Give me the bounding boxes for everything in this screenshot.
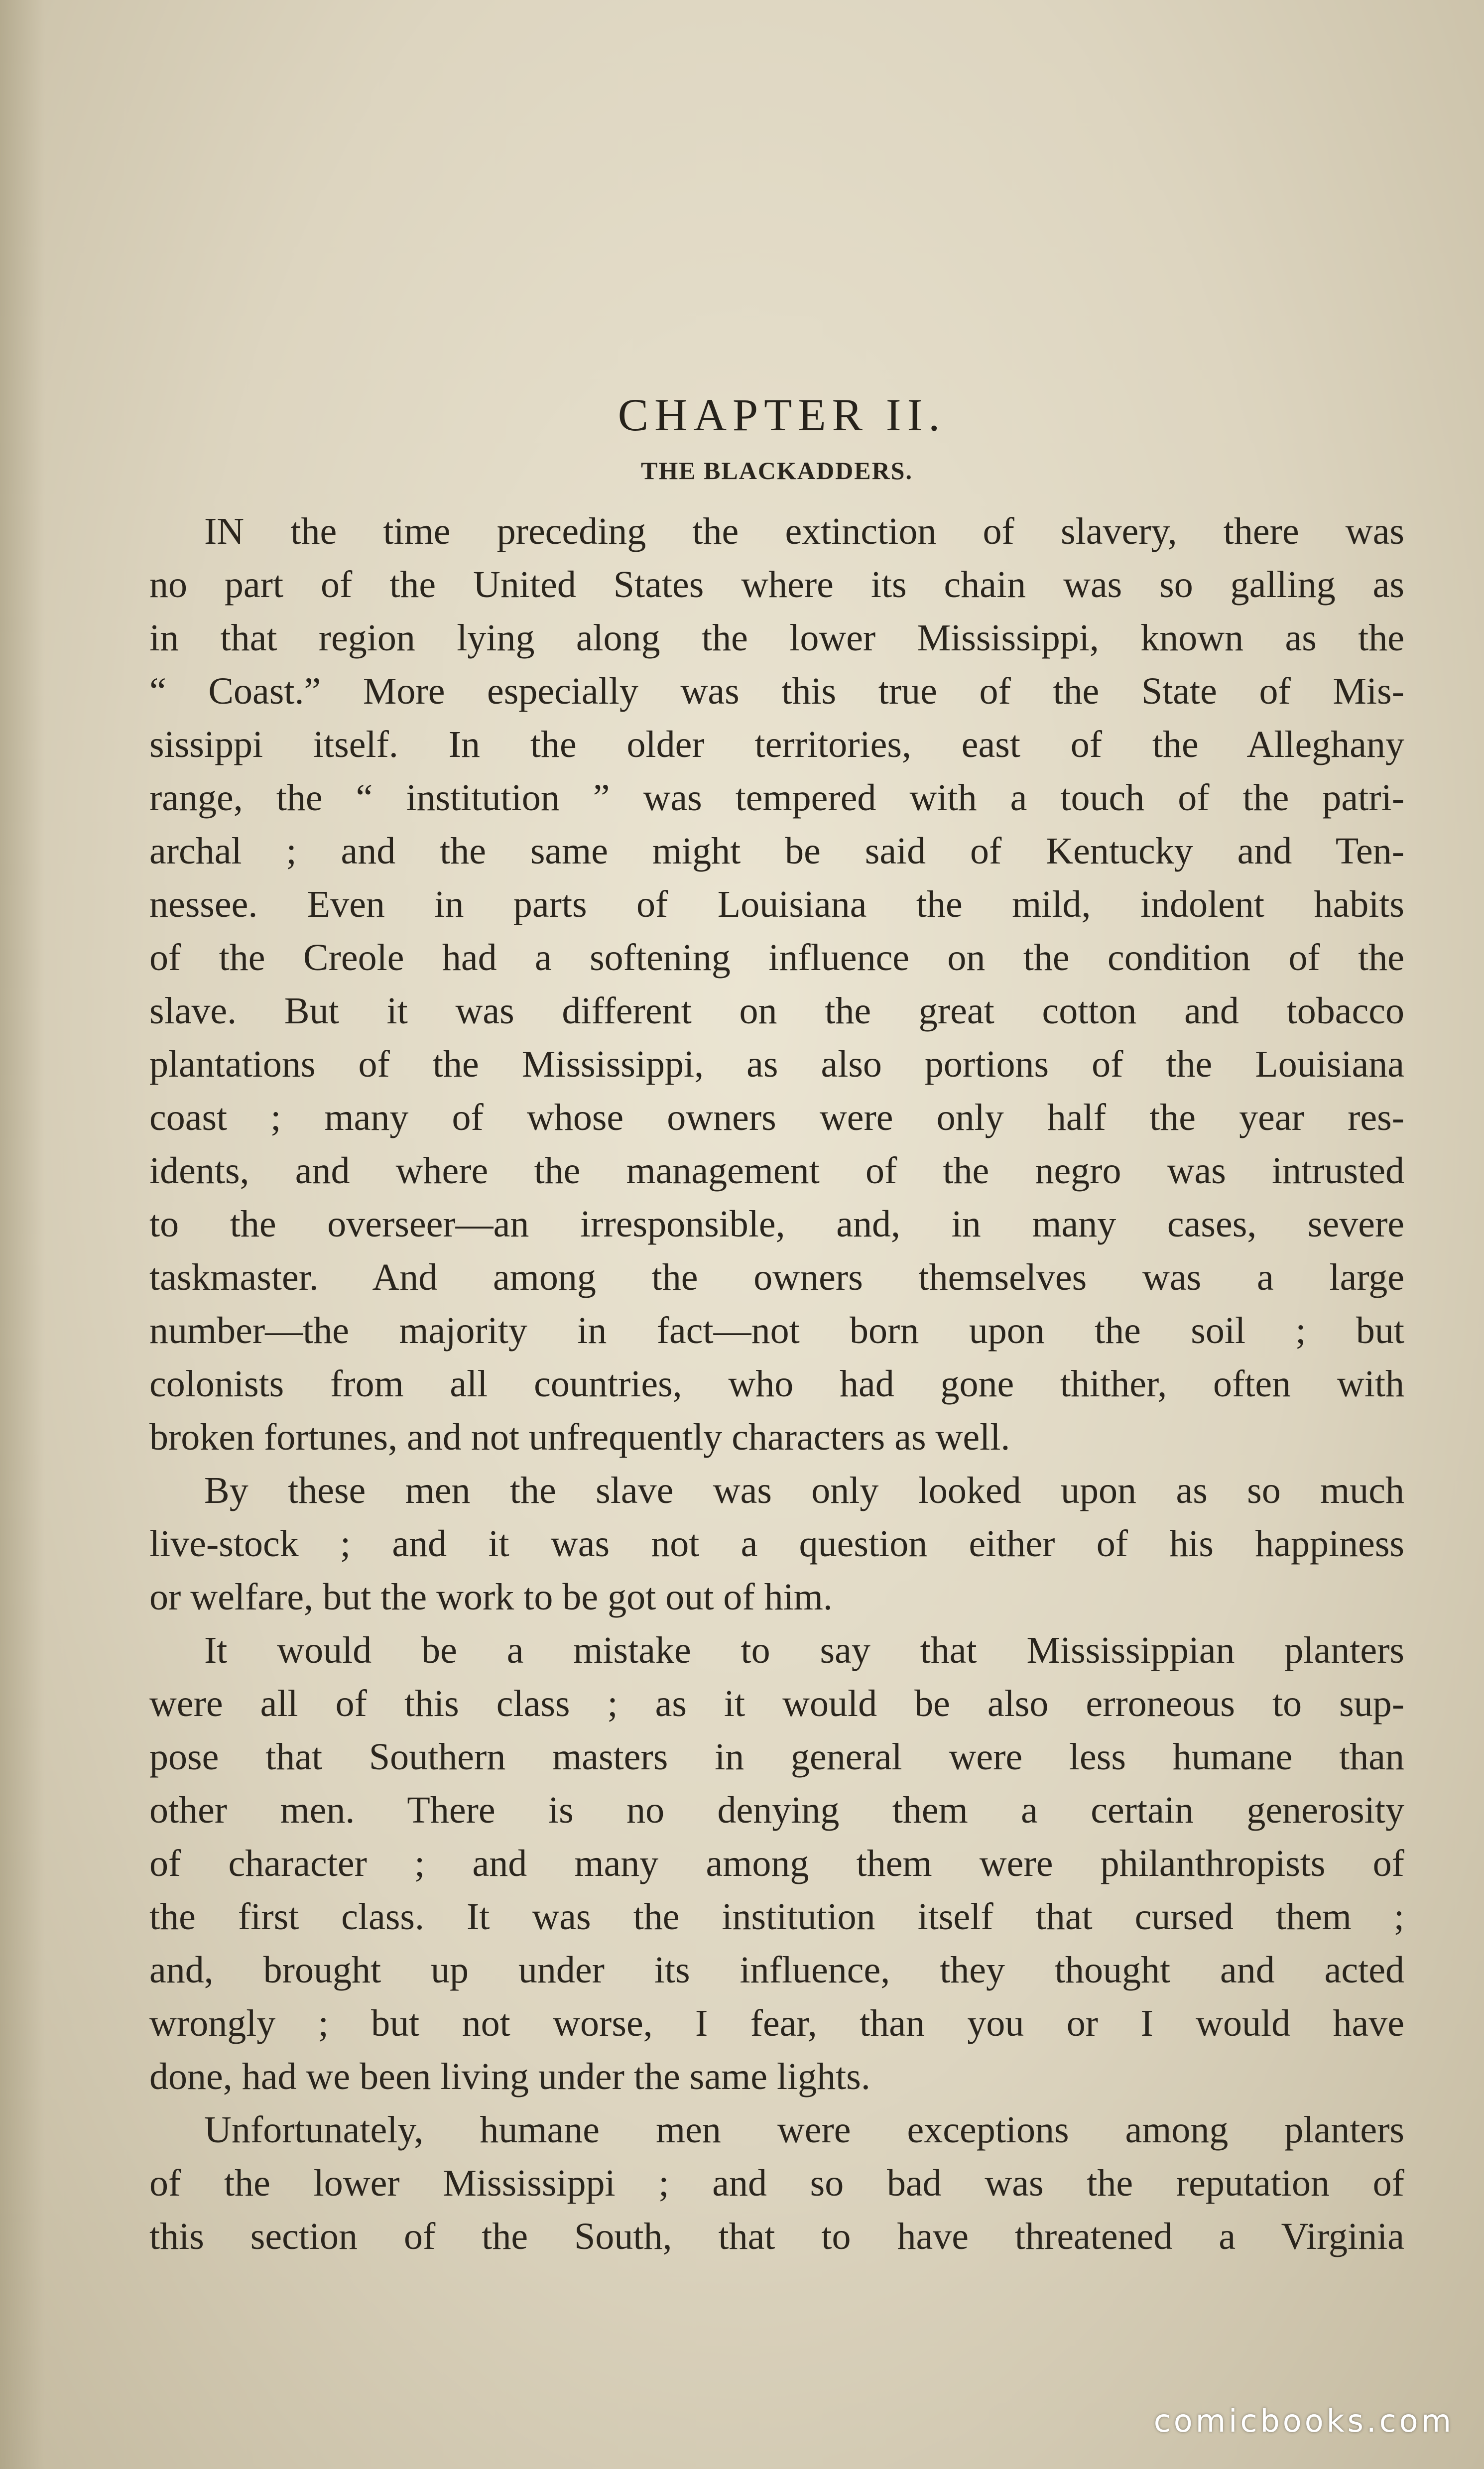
- text-line: plantations of the Mississippi, as also portions of the Louisiana: [149, 1043, 1404, 1085]
- paragraph-4: [149, 2103, 1404, 2263]
- text-line: archal ; and the same might be said of Kentucky and Ten-: [149, 830, 1404, 872]
- text-line: were all of this class ; as it would be also erroneous to sup-: [149, 1683, 1404, 1725]
- chapter-title: CHAPTER II.: [618, 389, 946, 440]
- text-line: and, brought up under its influence, they thought and acted: [149, 1949, 1404, 1991]
- text-line: By these men the slave was only looked upon as so much: [204, 1470, 1404, 1511]
- page-content: [149, 388, 1404, 2263]
- watermark-text: comicbooks.com: [1153, 2403, 1454, 2439]
- text-line: broken fortunes, and not unfrequently characters as well.: [149, 1416, 1010, 1458]
- paragraph-1: [149, 505, 1404, 1464]
- page-edge-shadow: [0, 0, 45, 2469]
- text-line: “ Coast.” More especially was this true of the State of Mis-: [149, 670, 1404, 712]
- text-line: the first class. It was the institution itself that cursed them ;: [149, 1896, 1404, 1938]
- text-line: to the overseer—an irresponsible, and, in many cases, severe: [149, 1203, 1404, 1245]
- text-line: this section of the South, that to have threatened a Virginia: [149, 2216, 1404, 2257]
- text-line: live-stock ; and it was not a question either of his happiness: [149, 1523, 1404, 1565]
- text-line: of the lower Mississippi ; and so bad was the reputation of: [149, 2162, 1404, 2204]
- text-line: colonists from all countries, who had gone thither, often with: [149, 1363, 1404, 1405]
- text-line: or welfare, but the work to be got out of him.: [149, 1576, 833, 1618]
- text-line: taskmaster. And among the owners themselves was a large: [149, 1256, 1404, 1298]
- paragraph-3: [149, 1624, 1404, 2103]
- text-line: IN the time preceding the extinction of slavery, there was: [204, 510, 1404, 552]
- text-line: of character ; and many among them were philanthropists of: [149, 1843, 1404, 1884]
- text-line: slave. But it was different on the great cotton and tobacco: [149, 990, 1404, 1032]
- text-line: pose that Southern masters in general were less humane than: [149, 1736, 1404, 1778]
- text-line: coast ; many of whose owners were only half the year res-: [149, 1097, 1404, 1138]
- text-line: in that region lying along the lower Mississippi, known as the: [149, 617, 1404, 659]
- text-line: no part of the United States where its chain was so galling as: [149, 564, 1404, 606]
- chapter-subtitle: THE BLACKADDERS.: [641, 457, 913, 485]
- text-line: wrongly ; but not worse, I fear, than you or I would have: [149, 2002, 1404, 2044]
- paragraph-2: [149, 1464, 1404, 1624]
- text-line: of the Creole had a softening influence on the condition of the: [149, 937, 1404, 979]
- text-line: sissippi itself. In the older territories, east of the Alleghany: [149, 724, 1404, 765]
- text-line: done, had we been living under the same lights.: [149, 2056, 870, 2098]
- text-line: other men. There is no denying them a certain generosity: [149, 1789, 1404, 1831]
- text-line: Unfortunately, humane men were exceptions among planters: [204, 2109, 1404, 2151]
- text-line: number—the majority in fact—not born upon the soil ; but: [149, 1310, 1404, 1352]
- text-line: nessee. Even in parts of Louisiana the mild, indolent habits: [149, 883, 1404, 925]
- text-line: range, the “ institution ” was tempered with a touch of the patri-: [149, 777, 1404, 819]
- text-line: It would be a mistake to say that Mississippian planters: [204, 1629, 1404, 1671]
- text-line: idents, and where the management of the negro was intrusted: [149, 1150, 1404, 1192]
